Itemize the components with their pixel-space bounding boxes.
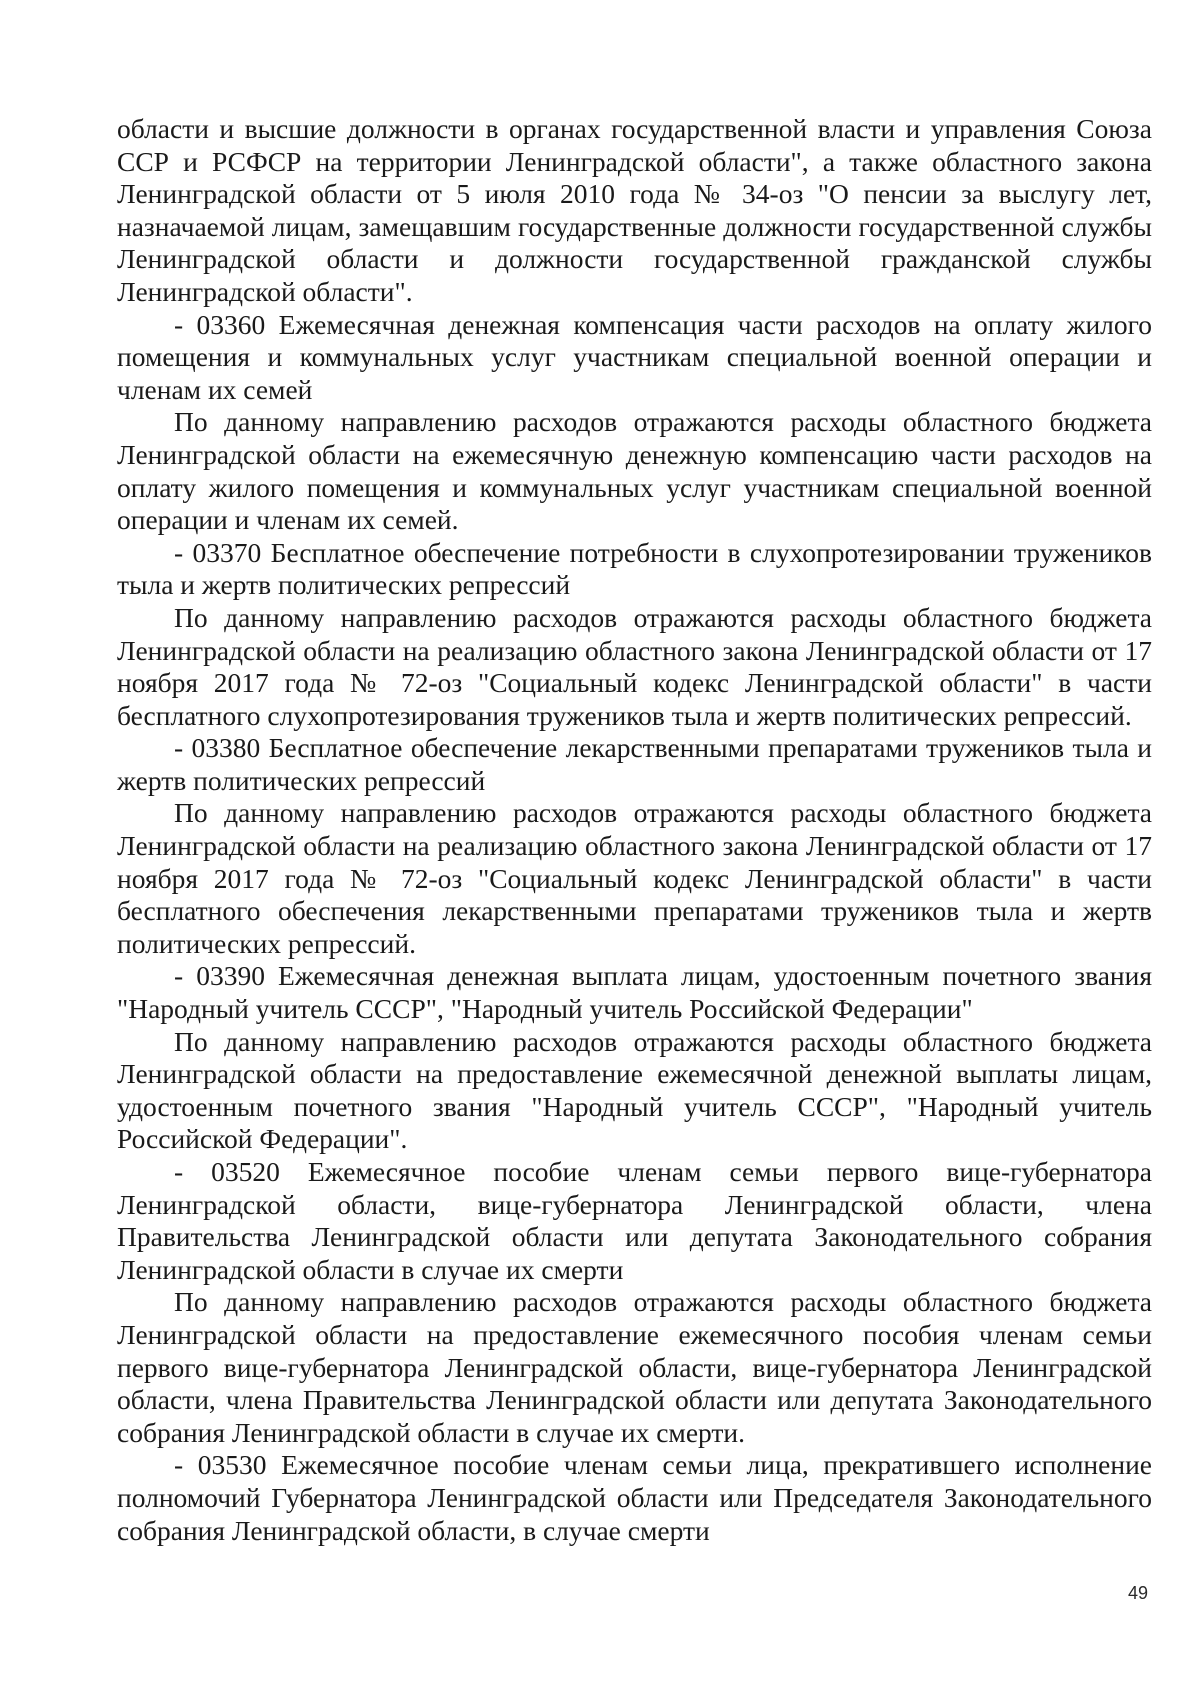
expense-item-03380-heading: - 03380 Бесплатное обеспечение лекарственными препаратами тружеников тыла и жертв политических репрессий [117, 732, 1152, 796]
expense-item-03370-heading: - 03370 Бесплатное обеспечение потребности в слухопротезировании тружеников тыла и жертв политических репрессий [117, 536, 1152, 601]
expense-item-03530-heading: - 03530 Ежемесячное пособие членам семьи лица, прекратившего исполнение полномочий Губернатора Ленинградской области или Председателя Законодательного собрания Ленинградской области, в случае смерти [117, 1449, 1152, 1546]
expense-item-03360-heading: - 03360 Ежемесячная денежная компенсация части расходов на оплату жилого помещения и коммунальных услуг участникам специальной военной операции и членам их семей [117, 308, 1152, 405]
expense-item-03390-description: По данному направлению расходов отражаются расходы областного бюджета Ленинградской области на предоставление ежемесячной денежной выплаты лицам, удостоенным почетного звания "Народный учитель СССР", "Народный учитель Российской Федерации". [117, 1025, 1152, 1155]
expense-item-03520-description: По данному направлению расходов отражаются расходы областного бюджета Ленинградской области на предоставление ежемесячного пособия членам семьи первого вице-губернатора Ленинградской области, вице-губернатора Ленинградской области, члена Правительства Ленинградской области или депутата Законодательного собрания Ленинградской области в случае их смерти. [117, 1286, 1152, 1448]
expense-item-03360-description: По данному направлению расходов отражаются расходы областного бюджета Ленинградской области на ежемесячную денежную компенсацию части расходов на оплату жилого помещения и коммунальных услуг участникам специальной военной операции и членам их семей. [117, 406, 1152, 536]
document-body [117, 113, 1152, 1547]
paragraph-continuation: области и высшие должности в органах государственной власти и управления Союза ССР и РСФСР на территории Ленинградской области", а также областного закона Ленинградской области от 5 июля 2010 года № 34-оз "О пенсии за выслугу лет, назначаемой лицам, замещавшим государственные должности государственной службы Ленинградской области и должности государственной гражданской службы Ленинградской области". [117, 113, 1152, 307]
page-number: 49 [1128, 1583, 1149, 1603]
expense-item-03370-description: По данному направлению расходов отражаются расходы областного бюджета Ленинградской области на реализацию областного закона Ленинградской области от 17 ноября 2017 года № 72-оз "Социальный кодекс Ленинградской области" в части бесплатного слухопротезирования тружеников тыла и жертв политических репрессий. [117, 601, 1152, 731]
expense-item-03520-heading: - 03520 Ежемесячное пособие членам семьи первого вице-губернатора Ленинградской области, вице-губернатора Ленинградской области, члена Правительства Ленинградской области или депутата Законодательного собрания Ленинградской области в случае их смерти [117, 1156, 1152, 1285]
expense-item-03390-heading: - 03390 Ежемесячная денежная выплата лицам, удостоенным почетного звания "Народный учитель СССР", "Народный учитель Российской Федерации" [117, 960, 1152, 1025]
expense-item-03380-description: По данному направлению расходов отражаются расходы областного бюджета Ленинградской области на реализацию областного закона Ленинградской области от 17 ноября 2017 года № 72-оз "Социальный кодекс Ленинградской области" в части бесплатного обеспечения лекарственными препаратами тружеников тыла и жертв политических репрессий. [117, 797, 1152, 959]
